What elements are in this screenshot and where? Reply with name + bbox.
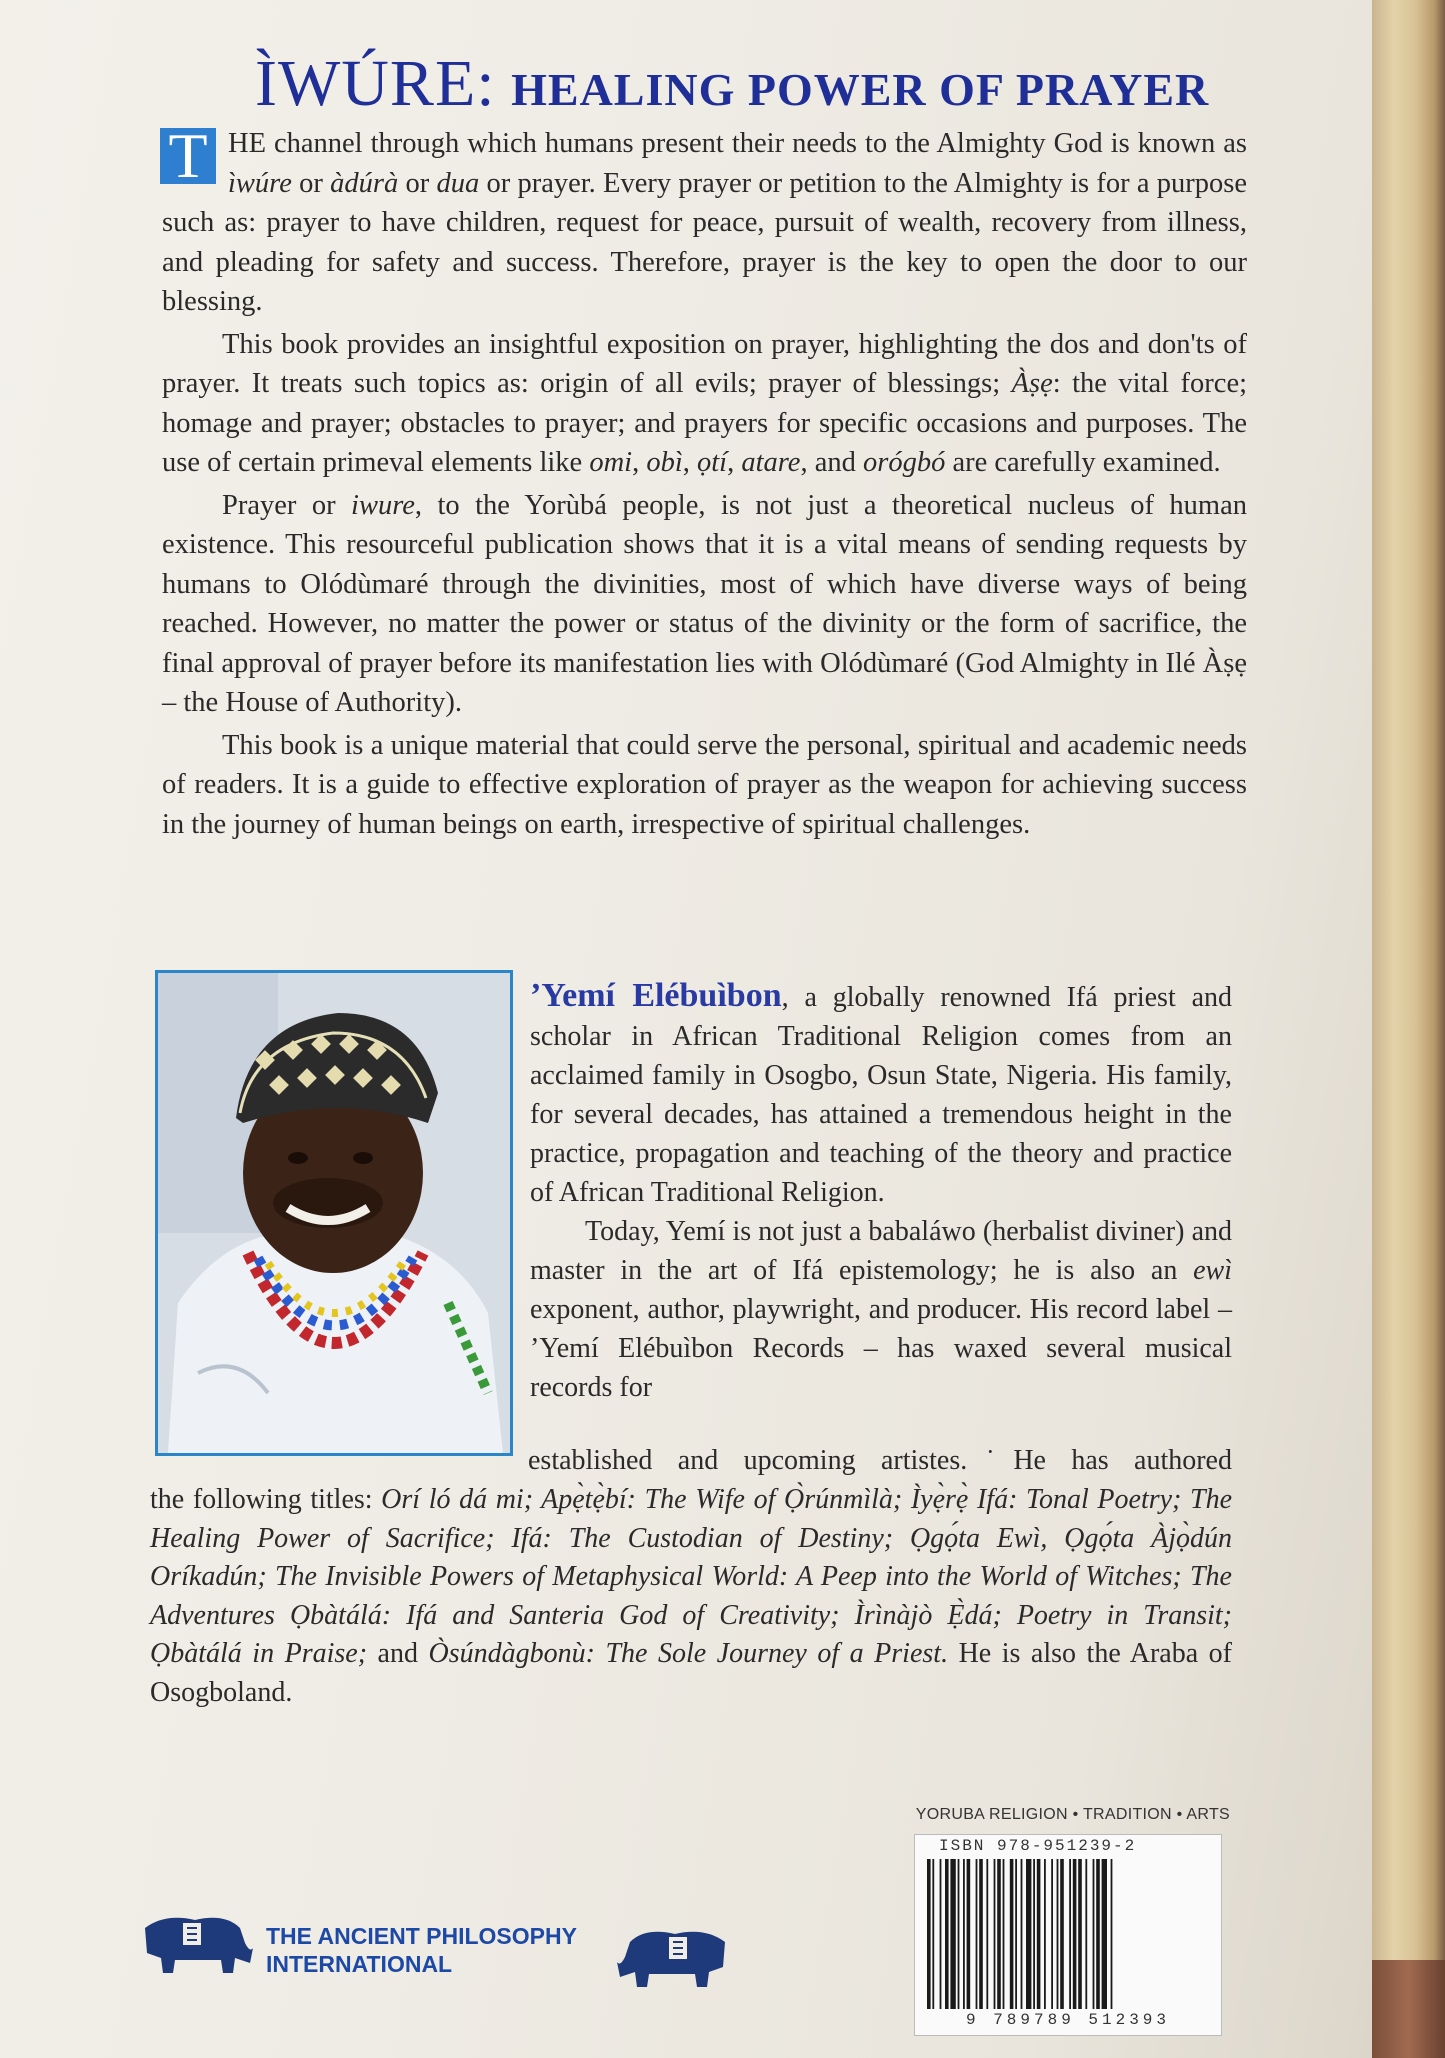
barcode-bar [1078, 1859, 1082, 2009]
author-bio [530, 976, 1232, 1407]
blurb-paragraph-1 [162, 120, 1247, 322]
barcode-digits: 9 789789 512393 [965, 2011, 1171, 2029]
barcode-bar [1111, 1859, 1113, 2009]
author-bio-paragraph-1-text: , a globally renowned Ifá priest and scholar in African Traditional Religion comes from an acclaimed family in Osogbo, Osun State, Nigeria. His family, for several decades, has attained a tremendous height in the practice, propagation and teaching of the theory and practice of African Traditional Religion. [530, 982, 1233, 1208]
author-bio-paragraph-2: Today, Yemí is not just a babaláwo (herbalist diviner) and master in the art of Ifá epistemology; he is also an ewì exponent, author, playwright, and producer. His record label – ’Yemí Elébuìbon Records – has waxed several musical records for [530, 1216, 1232, 1403]
author-bio-lead-line: established and upcoming artistes.˙He has authored [528, 1445, 1232, 1476]
author-bio-paragraph-1 [530, 976, 1232, 1212]
barcode-bar [940, 1859, 942, 2009]
author-titles-text: the following titles: Orí ló dá mi; Apẹ̀tẹ̀bí: The Wife of Ọ̀rúnmìlà; Ìyẹ̀rẹ̀ Ifá: Tonal Poetry; The Healing Power of Sacrifice; Ifá: The Custodian of Destiny; Ọgọ́ta Ewì, Ọgọ́ta Àjọ̀dún Oríkadún; The Invisible Powers of Metaphysical World: A Peep into the World of Witches; The Adventures Ọbàtálá: Ifá and Santeria God of Creativity; Ìrìnàjò Ẹ̀dá; Poetry in Transit; Ọbàtálá in Praise; and Òsúndàgbonù: The Sole Journey of a Priest. He is also the Araba of Osogboland. [150, 1484, 1232, 1708]
barcode-bar [1021, 1859, 1023, 2009]
barcode-bar [997, 1859, 1001, 2009]
barcode-bar [963, 1859, 965, 2009]
author-titles [150, 1481, 1232, 1712]
barcode-bars [915, 1835, 1221, 2035]
publisher-elephant-logo-left [135, 1908, 255, 1978]
barcode-bar [967, 1859, 971, 2009]
barcode-bar [945, 1859, 949, 2009]
publisher-line-2: INTERNATIONAL [266, 1951, 453, 1977]
barcode-bar [927, 1859, 931, 2009]
barcode-bar [1085, 1859, 1087, 2009]
isbn-barcode [914, 1834, 1222, 2036]
barcode-bar [1044, 1859, 1046, 2009]
barcode-bar [979, 1859, 983, 2009]
barcode-bar [1069, 1859, 1071, 2009]
isbn-label: ISBN 978-951239-2 [939, 1837, 1137, 1855]
barcode-bar [1015, 1859, 1017, 2009]
barcode-bar [1033, 1859, 1035, 2009]
barcode-bar [932, 1859, 934, 2009]
barcode-bar [1037, 1859, 1041, 2009]
barcode-bar [1102, 1859, 1107, 2009]
book-spine [1372, 0, 1445, 2058]
author-portrait-illustration [158, 973, 510, 1453]
book-title [255, 46, 1210, 122]
barcode-bar [994, 1859, 996, 2009]
publisher-line-1: THE ANCIENT PHILOSOPHY [266, 1923, 577, 1949]
publisher-name [266, 1922, 577, 1978]
title-english: HEALING POWER OF PRAYER [511, 64, 1210, 115]
blurb-paragraph-3: Prayer or iwure, to the Yorùbá people, is not just a theoretical nucleus of human existence. This resourceful publication shows that it is a vital means of sending requests by humans to Olódùmaré through the divinities, most of which have diverse ways of being reached. However, no matter the power or status of the divinity or the form of sacrifice, the final approval of prayer before its manifestation lies with Olódùmaré (God Almighty in Ilé Àṣẹ – the House of Authority). [162, 489, 1247, 718]
title-yoruba: ÌWÚRE: [255, 47, 496, 120]
barcode-bar [950, 1859, 955, 2009]
author-name: ’Yemí Elébuìbon [530, 977, 782, 1014]
category-label: YORUBA RELIGION • TRADITION • ARTS [915, 1806, 1230, 1823]
barcode-bar [958, 1859, 960, 2009]
barcode-bar [1096, 1859, 1100, 2009]
barcode-bar [1060, 1859, 1064, 2009]
book-spine-shadow [1372, 1960, 1445, 2058]
author-photo [155, 970, 513, 1456]
blurb-paragraph-2: This book provides an insightful exposition on prayer, highlighting the dos and don'ts of prayer. It treats such topics as: origin of all evils; prayer of blessings; Àṣẹ: the vital force; homage and prayer; obstacles to prayer; and prayers for specific occasions and purposes. The use of certain primeval elements like omi, obì, ọtí, atare, and orógbó are carefully examined. [162, 328, 1248, 478]
barcode-bar [986, 1859, 988, 2009]
barcode-bar [1026, 1859, 1031, 2009]
barcode-bar [1057, 1859, 1059, 2009]
blurb [162, 120, 1248, 847]
drop-cap: T [160, 128, 216, 184]
barcode-bar [1010, 1859, 1014, 2009]
barcode-bar [1003, 1859, 1005, 2009]
barcode-bar [976, 1859, 978, 2009]
publisher-elephant-logo-right [615, 1922, 735, 1992]
barcode-bar [1073, 1859, 1077, 2009]
barcode-bar [1051, 1859, 1053, 2009]
blurb-paragraph-4: This book is a unique material that could serve the personal, spiritual and academic needs of readers. It is a guide to effective exploration of prayer as the weapon for achieving success in the journey of human beings on earth, irrespective of spiritual challenges. [162, 729, 1247, 840]
blurb-paragraph-1-text: HE channel through which humans present their needs to the Almighty God is known as ìwúre or àdúrà or dua or prayer. Every prayer or petition to the Almighty is for a purpose such as: prayer to have children, request for peace, pursuit of wealth, recovery from illness, and pleading for safety and success. Therefore, prayer is the key to open the door to our blessing. [162, 128, 1247, 317]
barcode-bar [1093, 1859, 1095, 2009]
